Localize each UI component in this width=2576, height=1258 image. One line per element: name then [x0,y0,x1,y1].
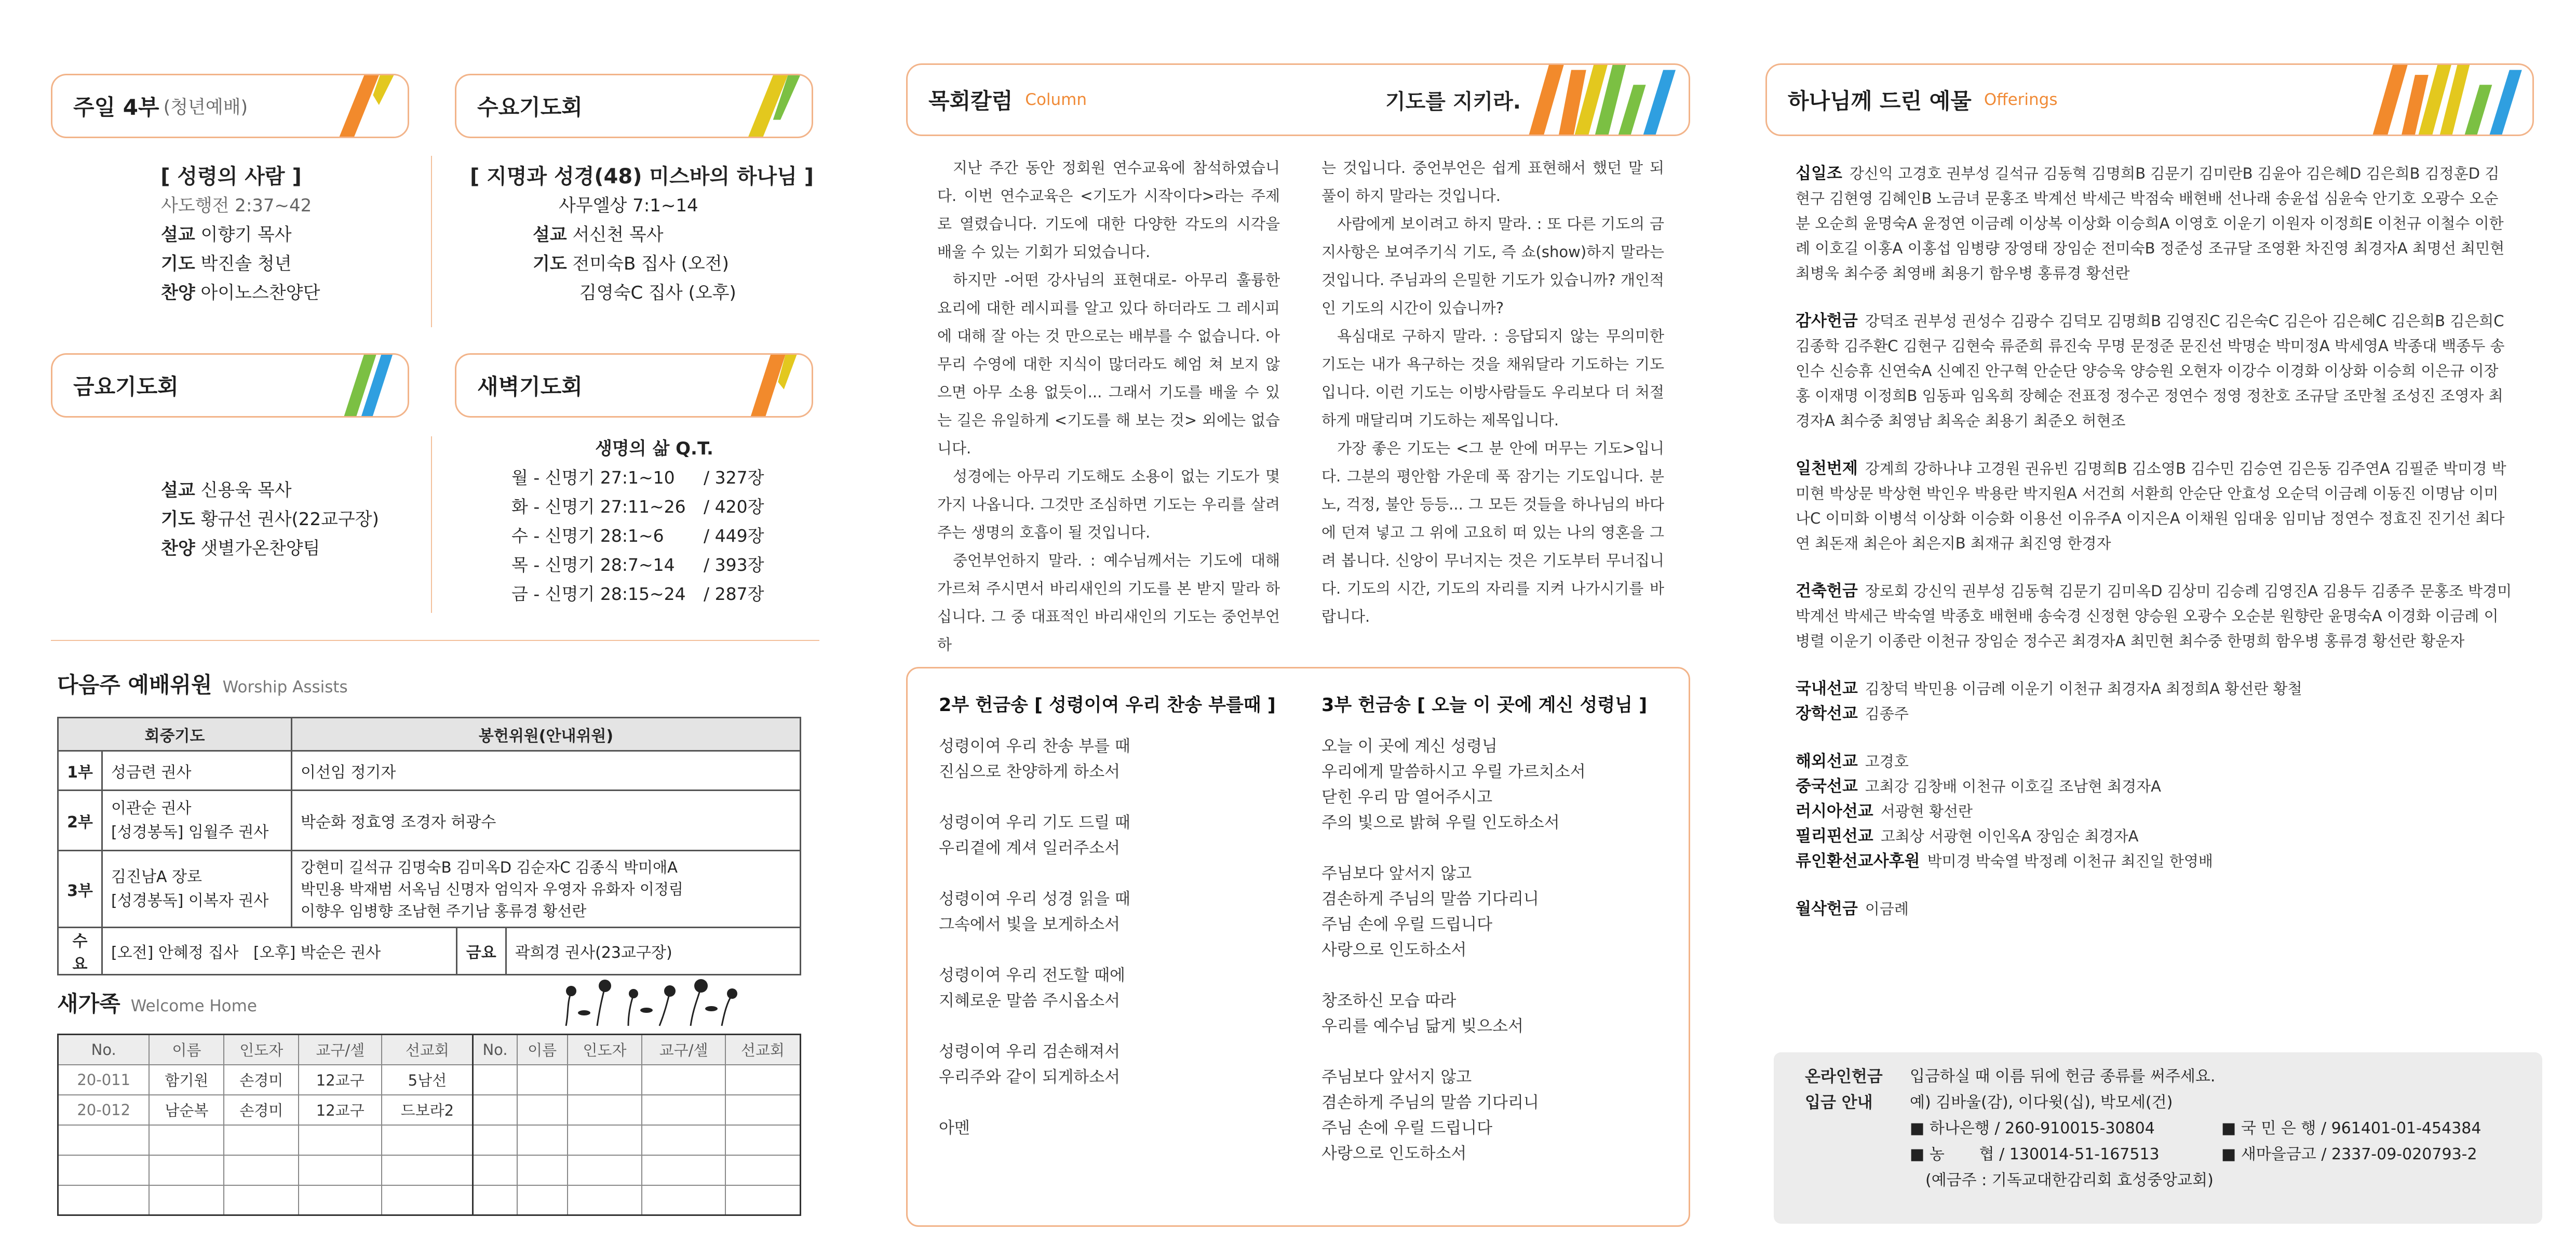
hymn-line: 우리에게 말씀하시고 우릴 가르치소서 [1321,762,1586,781]
online-offering-box [1774,1052,2542,1224]
hymn-line: 창조하신 모습 따라 [1321,992,1456,1010]
hymn-line: 주님보다 앞서지 않고 [1321,864,1472,883]
hymn-line: 아멘 [939,1119,970,1137]
offering-group [1796,456,2512,556]
offering-names: 강신익 고경호 권부성 길석규 김동혁 김명희B 김문기 김미란B 김윤아 김은혜D 김은희B 김정훈D 김현구 김현영 김혜인B 노금녀 문홍조 박계선 박세근 박점숙 배현배 선나래 송윤섭 심윤숙 안기호 오광수 오순분 오순희 윤명숙A 윤정연 이금례 이상복 이상화 이승희A 이영호 이운기 이원자 이정희E 이천규 이철수 이한례 이호길 이홍A 이홍섭 임병량 장영태 장임순 전미숙B 정준성 조규달 조영환 차진영 최경자A 최명선 최민현 최병욱 최수중 최영배 최용기 함우병 홍류경 황선란 [1796,165,2505,282]
offering-names: 고최상 서광현 이인옥A 장임순 최경자A [1880,827,2139,845]
assists-part: 2부 [58,791,102,851]
hymn-line: 그속에서 빛을 보게하소서 [939,915,1121,934]
hymn-line: 우리주와 같이 되게하소서 [939,1068,1121,1087]
hymn-line: 지혜로운 말씀 주시옵소서 [939,992,1121,1010]
offering-category: 십일조 [1796,164,1842,183]
newcomers-header: 선교회 [382,1035,473,1065]
dawn-day: 목 - 신명기 28:7~14 [511,555,675,575]
column-right [1321,154,1664,631]
assists-ushers [292,851,801,928]
hymn-verse [939,1116,1313,1141]
dawn-page: / 449장 [704,526,764,546]
assists-usher-line: 박순화 정효영 조경자 허광수 [301,813,496,832]
offering-names: 고경호 [1865,753,1909,770]
assists-title-text: 다음주 예배위원 [57,672,212,698]
offerings-header [1765,63,2534,136]
assists-usher-line: 이향우 임병향 조남현 주기남 홍류경 황선란 [301,902,587,920]
wednesday-title: 수요기도회 [477,95,583,120]
hymn-verse [1321,734,1675,836]
wednesday-body [455,162,829,307]
wednesday-label: 기도 [533,253,567,274]
column-paragraph: 사람에게 보이려고 하지 말라. : 또 다른 기도의 금지사항은 보여주기식 기도, 즉 쇼(show)하지 말라는 것입니다. 주님과의 은밀한 기도가 있습니까? 개인적인 기도의 시간이 있습니까? [1321,215,1664,317]
hymn-line: 성령이여 우리 찬송 부를 때 [939,737,1130,756]
friday-value: 신용욱 목사 [200,480,292,501]
hymn-line: 성령이여 우리 기도 드릴 때 [939,813,1130,832]
offering-category: 필리핀선교 [1796,827,1873,846]
hymn-verse [1321,861,1675,963]
dawn-page: / 420장 [704,497,764,517]
hymn-line: 닫힌 우리 맘 열어주시고 [1321,788,1493,807]
assists-footer-value: 곽희경 권사(23교구장) [506,928,800,975]
hymn-line: 주님 손에 우릴 드립니다 [1321,1119,1493,1137]
hymn-right [1321,693,1675,1192]
assists-ushers [292,791,801,851]
offering-group [1796,896,2512,921]
hymn-verse [939,1039,1313,1090]
assists-title-eng: Worship Assists [222,678,348,697]
assists-title [57,668,348,699]
dawn-page: / 327장 [704,467,764,488]
dawn-day: 금 - 신명기 28:15~24 [511,584,686,604]
offering-category: 감사헌금 [1796,312,1858,330]
hymn-line: 주님보다 앞서지 않고 [1321,1068,1472,1087]
friday-value: 황규선 권사(22교구장) [200,509,379,530]
dawn-title: 새벽기도회 [477,374,583,399]
decor-stripes-icon [726,355,813,416]
newcomers-title [57,987,257,1018]
assists-header: 봉헌위원(안내위원) [292,718,801,751]
assists-table [57,717,801,975]
dawn-heading: 생명의 삶 Q.T. [595,438,713,459]
newcomers-header: 인도자 [568,1035,642,1065]
hymn-line: 우리를 예수님 닮게 빚으소서 [1321,1017,1523,1036]
column-paragraph: 지난 주간 동안 정회원 연수교육에 참석하였습니다. 이번 연수교육은 <기도가 시작이다>라는 주제로 열렸습니다. 기도에 대한 다양한 각도의 시각을 배울 수 있는 기회가 되었습니다. [937,159,1280,261]
dawn-page: / 393장 [704,555,764,575]
wednesday-value: 서신천 목사 [572,224,664,245]
flowers-icon [556,971,753,1028]
dawn-page: / 287장 [704,584,764,604]
offering-group [1796,161,2512,286]
online-label: 온라인헌금 [1805,1067,1883,1086]
hymn-verse [939,810,1313,861]
decor-stripes-icon [1520,65,1690,135]
table-row [58,1065,801,1095]
offering-category: 해외선교 [1796,752,1858,771]
offering-names: 장로회 강신익 권부성 김동혁 김문기 김미옥D 김상미 김승례 김영진A 김용두 김종주 문홍조 박경미 박계선 박세근 박숙열 박종호 배현배 송숙경 신정현 양승원 오광수 오순분 원향란 윤명숙A 이경화 이금례 이병렬 이운기 이종란 이천규 장임순 정수곤 최경자A 최민현 최수중 한명희 함우병 홍류경 황선란 황운자 [1796,582,2512,650]
hymn-line: 겸손하게 주님의 말씀 기다리니 [1321,1093,1539,1112]
assists-usher-line: 이선임 정기자 [301,763,396,782]
column-left [937,154,1280,659]
hymn-line: 사랑으로 인도하소서 [1321,941,1467,959]
offering-names: 김창덕 박민용 이금례 이운기 이천규 최경자A 최정희A 황선란 황철 [1865,680,2302,698]
hymn-verse [1321,1065,1675,1167]
dawn-body [498,434,810,609]
sunday-title: 주일 4부 [73,95,159,120]
wednesday-value: 김영숙C 집사 (오후) [579,283,736,303]
assists-prayer [102,791,292,851]
online-instruction: 입금하실 때 이름 뒤에 헌금 종류를 써주세요. [1910,1067,2216,1086]
newcomer-cell: 20-011 [58,1065,150,1095]
friday-body [161,476,421,563]
offering-names: 강계희 강하나냐 고경원 권유빈 김명희B 김소영B 김수민 김승연 김은동 김주연A 김필준 박미경 박미현 박상문 박상현 박인우 박용란 박지원A 서건희 서환희 안순단 안효성 오순덕 이금례 이동진 이명남 이미나C 이미화 이병석 이상화 이승화 이용선 이유주A 이지은A 이채원 임대웅 임미남 정연수 정효진 진기선 최다연 최돈재 최은아 최은지B 최재규 최진영 한경자 [1796,460,2506,552]
hymn-line: 주님 손에 우릴 드립니다 [1321,915,1493,934]
online-example: 예) 김바울(감), 이다윗(십), 박모세(건) [1910,1093,2173,1112]
newcomers-header: No. [58,1035,150,1065]
hymn-line: 주의 빛으로 밝혀 우릴 인도하소서 [1321,813,1560,832]
newcomer-cell: 12교구 [299,1065,382,1095]
sunday-label: 설교 [161,224,195,245]
friday-header [51,353,409,418]
offering-group [1796,676,2512,726]
account-holder: (예금주 : 기독교대한감리회 효성중앙교회) [1925,1171,2214,1189]
friday-label: 설교 [161,480,195,501]
hymn-line: 사랑으로 인도하소서 [1321,1144,1467,1163]
hymn-line: 우리곁에 계셔 일러주소서 [939,839,1121,858]
assists-footer-label: 수요 [58,928,102,975]
assists-footer-value: [오전] 안혜정 집사 [오후] 박순은 권사 [102,928,457,975]
sunday-label: 기도 [161,253,195,274]
hymn-verse [1321,988,1675,1039]
hymn-line: 성령이여 우리 검손해져서 [939,1042,1121,1061]
newcomers-header: 교구/셀 [299,1035,382,1065]
newcomer-cell: 5남선 [382,1065,473,1095]
hymn-line: 진심으로 찬양하게 하소서 [939,762,1121,781]
decor-stripes-icon [726,75,813,137]
column-paragraph: 가장 좋은 기도는 <그 분 안에 머무는 기도>입니다. 그분의 평안함 가운데 푹 잠기는 기도입니다. 분노, 걱정, 불안 등등... 그 모든 것들을 하나님의 바다에 던져 넣고 그 위에 고요히 떠 있는 나의 영혼을 그려 봅니다. 신앙이 무너지는 것은 기도부터 무너집니다. 기도의 시간, 기도의 자리를 지켜 나가시기를 바랍니다. [1321,439,1664,625]
table-row [58,1095,801,1125]
sunday-value: 이향기 목사 [200,224,292,245]
offering-names: 고최강 김창배 이천규 이호길 조남현 최경자A [1865,778,2161,795]
dawn-day: 월 - 신명기 27:1~10 [511,467,675,488]
hymn-title: 3부 헌금송 [ 오늘 이 곳에 계신 성령님 ] [1321,695,1648,716]
hymn-line: 겸손하게 주님의 말씀 기다리니 [1321,890,1539,908]
wednesday-theme: [ 지명과 성경(48) 미스바의 하나님 ] [469,165,814,189]
online-label: 입금 안내 [1805,1093,1873,1112]
offering-names: 김종주 [1865,705,1909,722]
wednesday-header [455,74,813,138]
offerings-list [1796,161,2512,944]
column-headline: 기도를 지키라. [1385,89,1521,114]
column-paragraph: 욕심대로 구하지 말라. : 응답되지 않는 무의미한 기도는 내가 욕구하는 것을 채워달라 기도하는 기도입니다. 이런 기도는 이방사람들도 우리보다 더 처절하게 매달리며 기도하는 제목입니다. [1321,327,1664,429]
assists-header: 회중기도 [58,718,292,751]
offering-category: 월삭헌금 [1796,900,1858,918]
offerings-title: 하나님께 드린 예물 [1788,88,1972,114]
assists-usher-line: 박민용 박재범 서옥님 신명자 엄익자 우영자 유화자 이정림 [301,880,683,898]
assists-ushers [292,751,801,791]
column-title-eng: Column [1025,90,1087,109]
divider [431,436,432,613]
hymn-left [939,693,1313,1167]
offering-group [1796,749,2512,874]
offering-category: 일천번제 [1796,459,1858,478]
assists-prayer-line: 성금련 권사 [111,763,192,782]
newcomers-header: 교구/셀 [642,1035,725,1065]
assists-prayer-line: [성경봉독] 임월주 권사 [111,823,269,841]
assists-usher-line: 강현미 길석규 김명숙B 김미옥D 김순자C 김종식 박미애A [301,858,678,876]
newcomer-cell: 남순복 [149,1095,224,1125]
assists-prayer [102,851,292,928]
offering-group [1796,309,2512,433]
decor-stripes-icon [322,75,409,137]
wednesday-label: 설교 [533,224,567,245]
column-paragraph: 중언부언하지 말라. : 예수님께서는 기도에 대해 가르쳐 주시면서 바리새인의 기도를 본 받지 말라 하십니다. 그 중 대표적인 바리새인의 기도는 중언부언 하 [937,552,1280,653]
newcomers-header: 인도자 [224,1035,299,1065]
friday-value: 샛별가온찬양팀 [200,538,320,559]
offering-category: 러시아선교 [1796,802,1873,821]
sunday-value: 박진솔 청년 [200,253,292,274]
offering-category: 건축헌금 [1796,582,1858,600]
assists-prayer-line: 이관순 권사 [111,799,192,818]
newcomers-header: 이름 [149,1035,224,1065]
offering-category: 중국선교 [1796,777,1858,796]
newcomer-cell: 20-012 [58,1095,150,1125]
newcomer-cell: 함기원 [149,1065,224,1095]
offering-names: 박미경 박숙열 박정례 이천규 최진일 한영배 [1927,852,2213,870]
hymn-verse [939,887,1313,938]
offering-group [1796,579,2512,653]
wednesday-value: 전미숙B 집사 (오전) [572,253,729,274]
sunday-value: 아이노스찬양단 [200,283,320,303]
hymn-line: 오늘 이 곳에 계신 성령님 [1321,737,1498,756]
dawn-day: 수 - 신명기 28:1~6 [511,526,664,546]
sunday-scripture: 사도행전 2:37~42 [161,195,312,216]
newcomers-title-text: 새가족 [57,991,120,1016]
column-header [906,63,1690,136]
newcomers-table [57,1034,801,1216]
newcomer-cell: 손경미 [224,1095,299,1125]
newcomer-cell: 드보라2 [382,1095,473,1125]
divider [431,156,432,327]
sunday-body [88,162,374,307]
newcomers-header: 이름 [517,1035,568,1065]
newcomers-title-eng: Welcome Home [130,997,257,1015]
friday-title: 금요기도회 [73,374,179,399]
friday-label: 기도 [161,509,195,530]
hymn-verse [939,734,1313,785]
bank-account: ■ 하나은행 / 260-910015-30804 [1910,1119,2155,1137]
newcomer-cell: 12교구 [299,1095,382,1125]
hymn-title: 2부 헌금송 [ 성령이여 우리 찬송 부를때 ] [939,695,1276,716]
column-paragraph: 는 것입니다. 중언부언은 쉽게 표현해서 했던 말 되풀이 하지 말라는 것입니다. [1321,159,1664,205]
hymn-line: 성령이여 우리 성경 읽을 때 [939,890,1130,908]
newcomer-cell: 손경미 [224,1065,299,1095]
hymn-line: 성령이여 우리 전도할 때에 [939,966,1125,985]
hymn-verse [939,963,1313,1014]
assists-part: 1부 [58,751,102,791]
decor-stripes-icon [312,355,409,416]
section-divider [51,640,819,641]
offering-names: 서광현 황선란 [1880,802,1973,820]
column-paragraph: 하지만 -어떤 강사님의 표현대로- 아무리 훌륭한 요리에 대한 레시피를 알고 있다 하더라도 그 레시피에 대해 잘 아는 것 만으로는 배부를 수 없습니다. 아무리 수영에 대한 지식이 많더라도 헤엄 쳐 보지 않으면 아무 소용 없듯이... 그래서 기도를 배울 수 있는 길은 유일하게 <기도를 해 보는 것> 외에는 없습니다. [937,271,1280,457]
offering-category: 류인환선교사후원 [1796,852,1920,871]
assists-part: 3부 [58,851,102,928]
offering-names: 강덕조 권부성 권성수 김광수 김덕모 김명희B 김영진C 김은숙C 김은아 김은혜C 김은희B 김은희C 김종학 김주환C 김현구 김현숙 류준희 류진숙 무명 문정준 문진선 박명순 박미정A 박세영A 박종대 백종두 송인수 신승휴 신연숙A 신예진 안구혁 안순단 양승욱 양승원 오현자 이강수 이경화 이상화 이승희 이은규 이장홍 이재명 이정희B 임동파 임옥희 장혜순 전표정 정수곤 정연수 정영 정찬호 조규달 조만철 조성진 조영자 최경자A 최수중 최영남 최옥순 최용기 최준오 허현조 [1796,312,2505,430]
assists-prayer [102,751,292,791]
newcomers-header: No. [473,1035,517,1065]
offering-category: 국내선교 [1796,679,1858,698]
sunday-theme: [ 성령의 사람 ] [160,165,302,189]
offering-category: 장학선교 [1796,704,1858,723]
sunday-label: 찬양 [161,283,195,303]
assists-prayer-line: 김진남A 장로 [111,867,202,886]
column-paragraph: 성경에는 아무리 기도해도 소용이 없는 기도가 몇가지 나옵니다. 그것만 조심하면 기도는 우리를 살려주는 생명의 호흡이 될 것입니다. [937,467,1280,541]
bank-account: ■ 농 협 / 130014-51-167513 [1910,1145,2160,1163]
sunday-subtitle: (청년예배) [163,97,248,118]
dawn-day: 화 - 신명기 27:11~26 [511,497,686,517]
assists-footer-label: 금요 [456,928,506,975]
bank-account: ■ 새마을금고 / 2337-09-020793-2 [2221,1145,2477,1163]
sunday-header [51,74,409,138]
assists-prayer-line: [성경봉독] 이복자 권사 [111,891,269,910]
newcomers-header: 선교회 [725,1035,801,1065]
column-title: 목회칼럼 [928,88,1013,114]
wednesday-scripture: 사무엘상 7:1~14 [559,195,698,216]
friday-label: 찬양 [161,538,195,559]
dawn-header [455,353,813,418]
offerings-title-eng: Offerings [1984,90,2058,109]
decor-stripes-icon [2364,65,2534,135]
offering-names: 이금례 [1865,900,1909,918]
bank-account: ■ 국 민 은 행 / 961401-01-454384 [2221,1119,2481,1137]
